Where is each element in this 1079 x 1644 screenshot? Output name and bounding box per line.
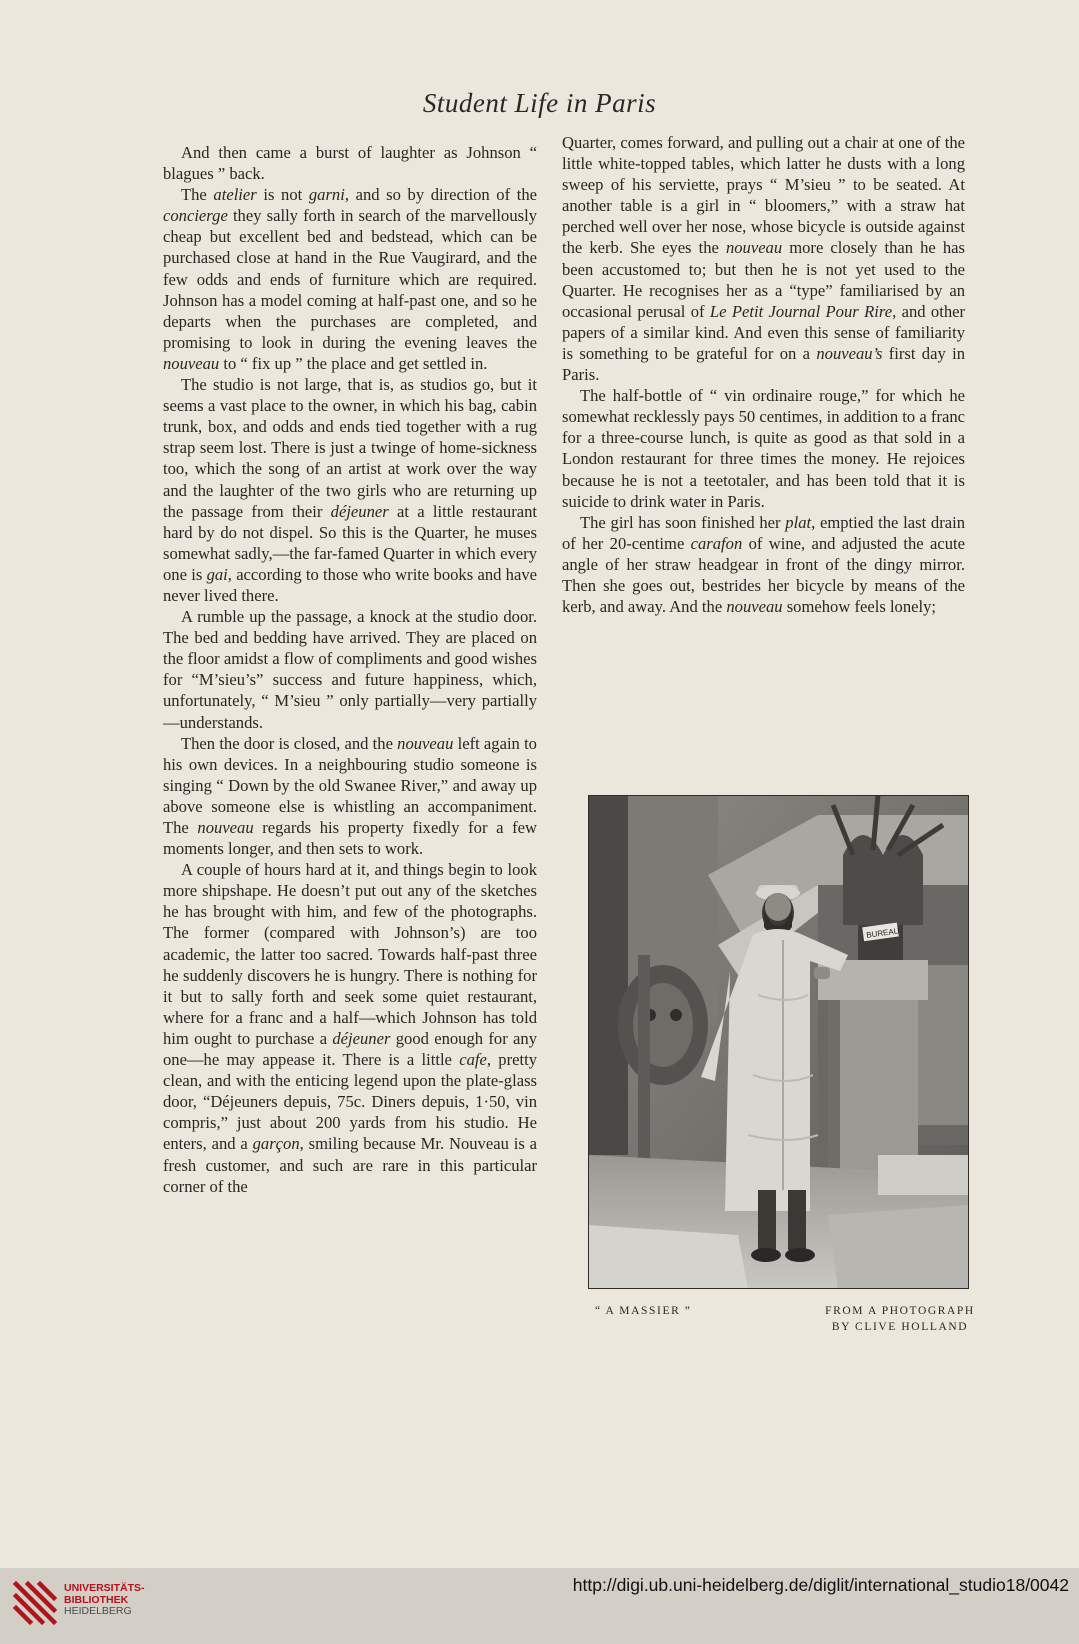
left-column-paragraph-3: The studio is not large, that is, as studios go, but it seems a vast place to the owner, in which his bag, cabin trunk, box, and odds and ends tied together with a rug strap seem lost. There is just a twinge of home-sickness too, which the song of an artist at work over the way and the laughter of the two girls who are returning up the passage from their déjeuner at a little restaurant hard by do not dispel. So this is the Quarter, he muses somewhat sadly,—the far-famed Quarter in which every one is gai, according to those who write books and have never lived there. (163, 375, 537, 605)
photo-caption-title: “ A MASSIER ” (595, 1305, 692, 1317)
left-column-paragraph-4: A rumble up the passage, a knock at the studio door. The bed and bedding have arrived. They are placed on the floor amidst a flow of compliments and good wishes for “M’sieu’s” success and future happiness, which, unfortunately, “ M’sieu ” only partially—very partially—understands. (163, 607, 537, 732)
photo-credit (820, 1303, 980, 1335)
right-column-paragraph-2: The half-bottle of “ vin ordinaire rouge,” for which he somewhat recklessly pays 50 centimes, in addition to a franc for a three-course lunch, is quite as good as that sold in a London restaurant for three times the money. He rejoices because he is not a teetotaler, and has been told that it is suicide to drink water in Paris. (562, 386, 965, 511)
university-library-logo-icon[interactable] (10, 1578, 60, 1630)
left-column-paragraph-2: The atelier is not garni, and so by direction of the concierge they sally forth in search of the marvellously cheap but excellent bed and bedstead, which can be purchased close at hand in the Rue Vaugirard, and the few odds and ends of furniture which are required. Johnson has a model coming at half-past one, and so he departs when the purchases are completed, and promising to look in during the evening leaves the nouveau to “ fix up ” the place and get settled in. (163, 185, 538, 373)
left-text-column (163, 142, 537, 1197)
right-column-paragraph-3: The girl has soon finished her plat, emptied the last drain of her 20-centime carafon of wine, and adjusted the acute angle of her straw headgear in front of the dingy mirror. Then she goes out, bestrides her bicycle by means of the kerb, and away. And the nouveau somehow feels lonely; (562, 512, 965, 617)
running-title: Student Life in Paris (422, 88, 657, 118)
left-column-paragraph-5: Then the door is closed, and the nouveau left again to his own devices. In a neighbouring studio someone is singing “ Down by the old Swanee River,” and away up above someone else is whistling an accompaniment. The nouveau regards his property fixedly for a few moments longer, and then sets to work. (163, 733, 537, 859)
photo-illustration (588, 795, 969, 1289)
institution-line3: HEIDELBERG (64, 1605, 132, 1617)
photo-credit-line2: BY CLIVE HOLLAND (831, 1321, 969, 1333)
institution-line2: BIBLIOTHEK (64, 1593, 129, 1606)
bureau-sign: BUREAU (865, 926, 900, 940)
photo-credit-line1: FROM A PHOTOGRAPH (825, 1305, 975, 1317)
left-column-paragraph-1: And then came a burst of laughter as Johnson “ blagues ” back. (163, 143, 537, 184)
institution-line1: UNIVERSITÄTS- (64, 1582, 145, 1594)
left-column-paragraph-6: A couple of hours hard at it, and things begin to look more shipshape. He doesn’t put out any of the sketches he has brought with him, and few of the photographs. The former (compared with Johnson’s) are too academic, the latter too sacred. Towards half-past three he suddenly discovers he is hungry. There is nothing for it but to sally forth and seek some quiet restaurant, where for a franc and a half—which Johnson has told him ought to purchase a déjeuner good enough for any one—he may appease it. There is a little cafe, pretty clean, and with the enticing legend upon the plate-glass door, “Déjeuners depuis, 75c. Diners depuis, 1·50, vin compris,” just about 200 yards from his studio. He enters, and a garçon, smiling because Mr. Nouveau is a fresh customer, and such are rare in this particular corner of the (163, 860, 537, 1196)
right-text-column (562, 132, 965, 617)
photograph-massier (588, 795, 969, 1289)
institution-name (64, 1583, 145, 1618)
source-url-link[interactable]: http://digi.ub.uni-heidelberg.de/diglit/international_studio18/0042 (572, 1575, 1069, 1595)
right-column-paragraph-1: Quarter, comes forward, and pulling out a chair at one of the little white-topped tables, which latter he dusts with a long sweep of his serviette, prays “ M’sieu ” to be seated. At another table is a girl in “ bloomers,” with a straw hat perched well over her nose, whose bicycle is outside against the kerb. She eyes the nouveau more closely than he has been accustomed to; but then he is not yet used to the Quarter. He recognises her as a “type” familiarised by an occasional perusal of Le Petit Journal Pour Rire, and other papers of a similar kind. And even this sense of familiarity is something to be grateful for on a nouveau’s first day in Paris. (562, 133, 966, 385)
